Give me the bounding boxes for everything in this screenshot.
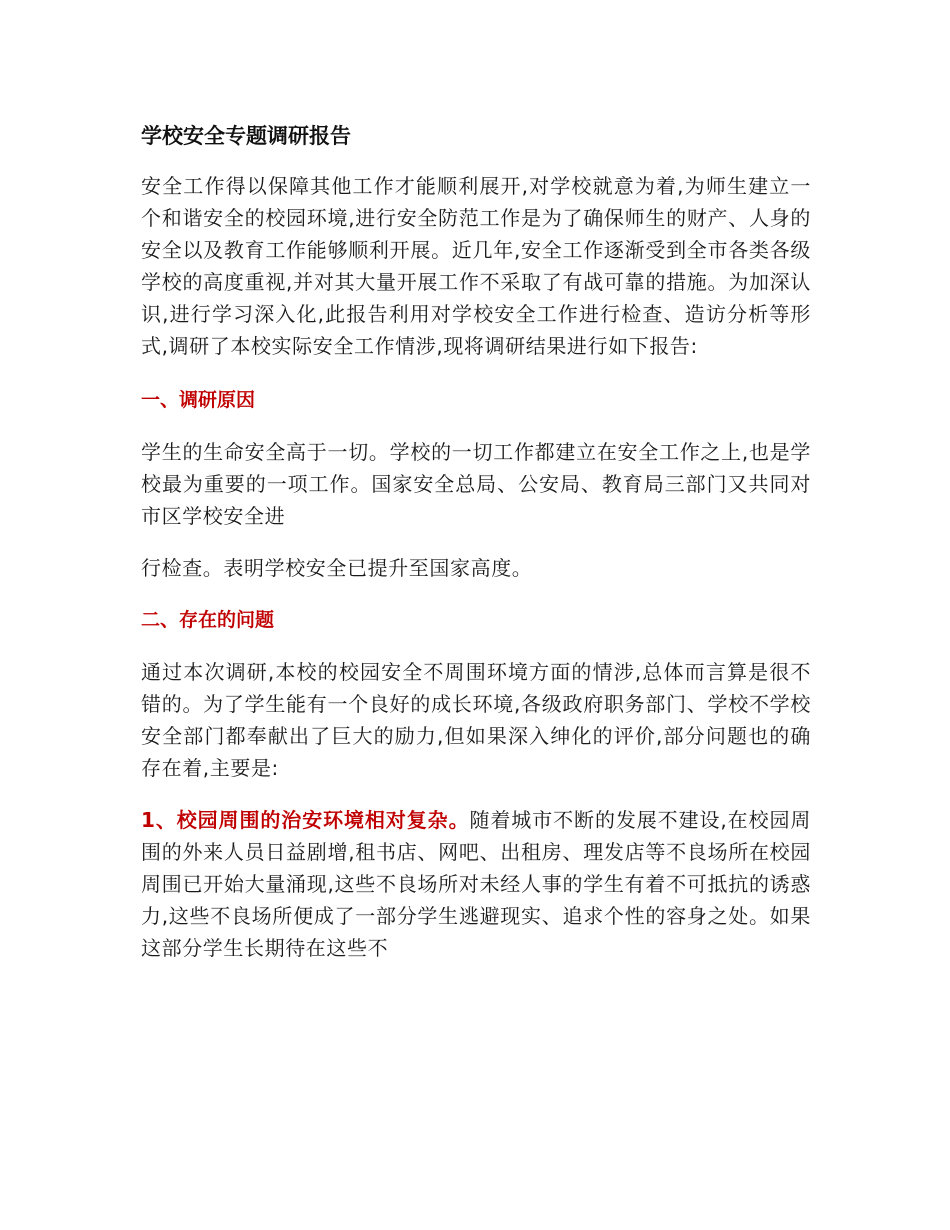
section-heading-reasons: 一、调研原因	[141, 389, 256, 411]
reasons-paragraph-continued: 行检查。表明学校安全已提升至国家高度。	[141, 556, 533, 580]
problem-item-1	[141, 804, 811, 964]
reasons-paragraph: 学生的生命安全高于一切。学校的一切工作都建立在安全工作之上,也是学校最为重要的一项工作。国家安全总局、公安局、教育局三部门又共同对市区学校安全进	[141, 440, 811, 528]
problem-item-1-lead: 1、校园周围的治安环境相对复杂。	[141, 808, 470, 832]
document-title: 学校安全专题调研报告	[141, 124, 351, 148]
problem-item-1-text: 随着城市不断的发展不建设,在校园周围的外来人员日益剧增,租书店、网吧、出租房、理发店等不良场所在校园周围已开始大量涌现,这些不良场所对未经人事的学生有着不可抵抗的诱惑力,这些不良场所便成了一部分学生逃避现实、追求个性的容身之处。如果这部分学生长期待在这些不	[141, 808, 812, 960]
problems-paragraph: 通过本次调研,本校的校园安全不周围环境方面的情涉,总体而言算是很不错的。为了学生能有一个良好的成长环境,各级政府职务部门、学校不学校安全部门都奉献出了巨大的励力,但如果深入绅化的评价,部分问题也的确存在着,主要是:	[141, 660, 811, 780]
section-heading-problems: 二、存在的问题	[141, 609, 275, 631]
document-page	[141, 118, 811, 964]
intro-paragraph: 安全工作得以保障其他工作才能顺利展开,对学校就意为着,为师生建立一个和谐安全的校园环境,进行安全防范工作是为了确保师生的财产、人身的安全以及教育工作能够顺利开展。近几年,安全工作逐渐受到全市各类各级学校的高度重视,并对其大量开展工作不采取了有战可靠的措施。为加深认识,进行学习深入化,此报告利用对学校安全工作进行检查、造访分析等形式,调研了本校实际安全工作情涉,现将调研结果进行如下报告:	[141, 174, 811, 358]
